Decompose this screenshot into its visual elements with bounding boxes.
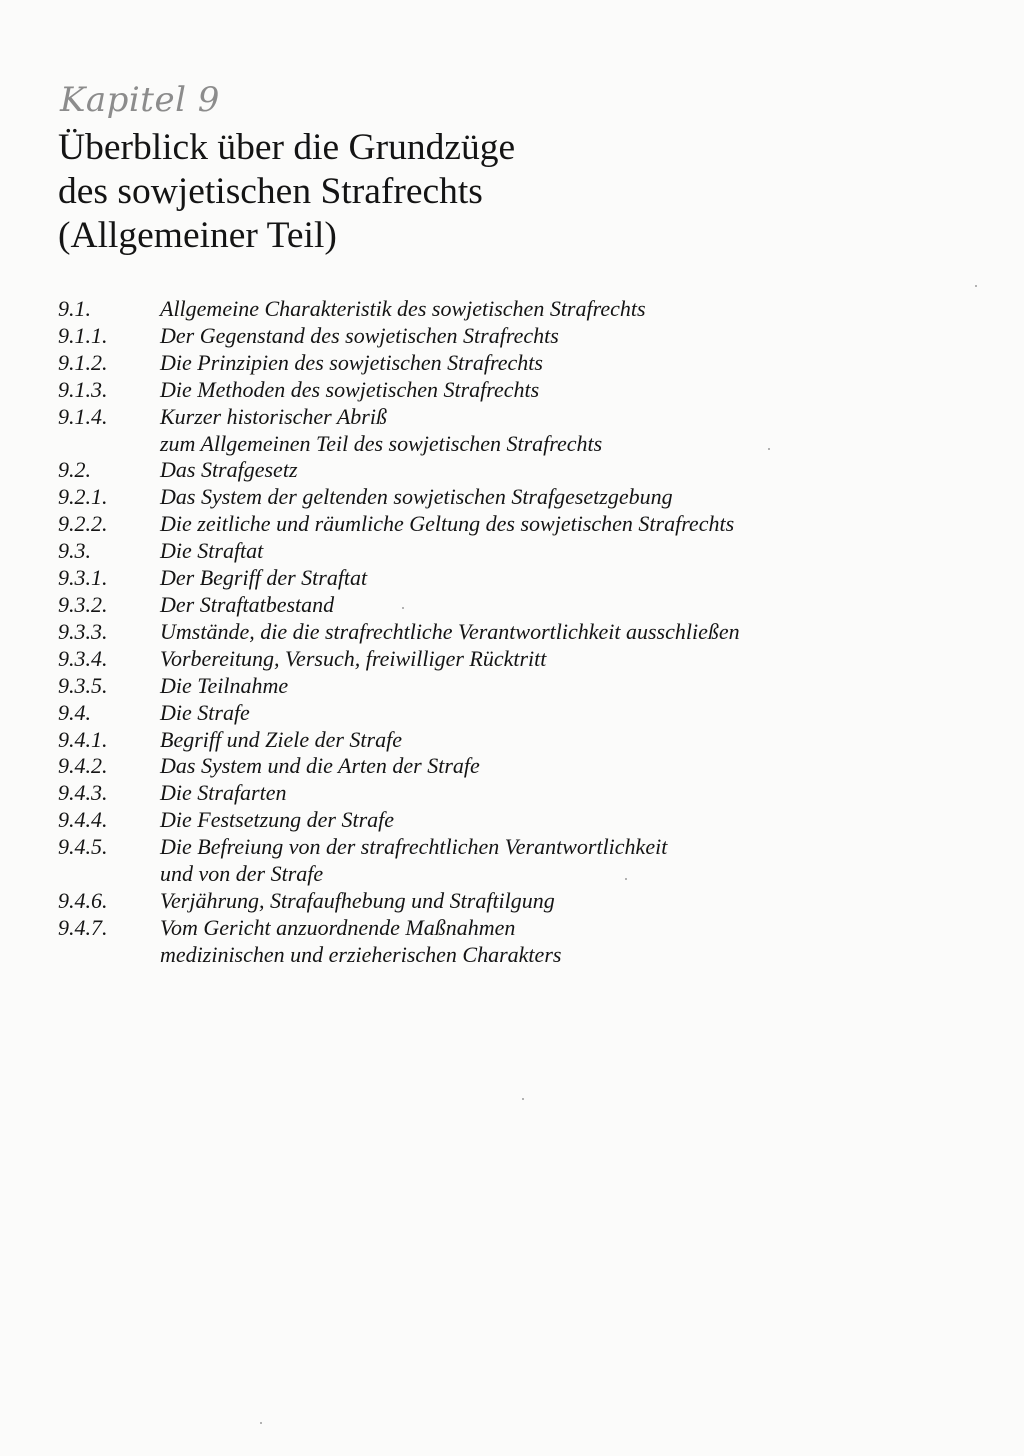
toc-entry bbox=[58, 404, 958, 458]
toc-entry bbox=[58, 377, 958, 404]
toc-entry-title-line: medizinischen und erzieherischen Charakters bbox=[160, 941, 562, 967]
toc-entry-title-line: und von der Strafe bbox=[160, 861, 324, 887]
toc-entry-title-line: Kurzer historischer Abriß bbox=[160, 403, 387, 429]
toc-entry-number: 9.3.1. bbox=[58, 565, 108, 591]
toc-entry-title bbox=[160, 807, 958, 834]
toc-entry-number: 9.1.3. bbox=[58, 376, 108, 402]
toc-entry-title bbox=[160, 646, 958, 673]
toc-entry-title-line: Das System der geltenden sowjetischen Strafgesetzgebung bbox=[160, 484, 673, 510]
toc-entry-title-line: Die zeitliche und räumliche Geltung des sowjetischen Strafrechts bbox=[160, 511, 735, 537]
toc-entry bbox=[58, 619, 958, 646]
toc-entry bbox=[58, 511, 958, 538]
chapter-title-line: des sowjetischen Strafrechts bbox=[58, 171, 483, 212]
toc-entry-title bbox=[160, 538, 958, 565]
scan-speck bbox=[625, 878, 627, 880]
toc-entry bbox=[58, 457, 958, 484]
toc-entry-number: 9.3.4. bbox=[58, 645, 108, 671]
toc-entry-title-line: Der Gegenstand des sowjetischen Strafrechts bbox=[160, 322, 559, 348]
toc-entry-title-line: Der Straftatbestand bbox=[160, 591, 335, 617]
toc-entry-title-line: zum Allgemeinen Teil des sowjetischen Strafrechts bbox=[160, 430, 603, 456]
toc-entry bbox=[58, 565, 958, 592]
toc-entry-number: 9.4.5. bbox=[58, 834, 108, 860]
toc-entry bbox=[58, 700, 958, 727]
toc-entry-title-line: Die Strafe bbox=[160, 699, 250, 725]
toc-entry-title bbox=[160, 323, 958, 350]
toc-entry-title-line: Die Methoden des sowjetischen Strafrechts bbox=[160, 376, 540, 402]
chapter-title-line: (Allgemeiner Teil) bbox=[58, 215, 337, 256]
toc-entry-title bbox=[160, 915, 958, 969]
toc-entry-title-line: Das Strafgesetz bbox=[160, 457, 298, 483]
toc-entry-number: 9.2.1. bbox=[58, 484, 108, 510]
toc-entry-title-line: Die Teilnahme bbox=[160, 672, 289, 698]
toc-entry bbox=[58, 296, 958, 323]
toc-entry-number: 9.3.2. bbox=[58, 591, 108, 617]
toc-entry-title-line: Die Strafarten bbox=[160, 780, 287, 806]
toc-entry-title-line: Umstände, die die strafrechtliche Verantwortlichkeit ausschließen bbox=[160, 618, 740, 644]
toc-entry-title-line: Das System und die Arten der Strafe bbox=[160, 753, 480, 779]
toc-entry bbox=[58, 673, 958, 700]
toc-entry-number: 9.3.5. bbox=[58, 672, 108, 698]
toc-entry-title-line: Die Prinzipien des sowjetischen Strafrechts bbox=[160, 349, 543, 375]
toc-entry-number: 9.4.1. bbox=[58, 726, 108, 752]
toc-entry-number: 9.1.2. bbox=[58, 349, 108, 375]
toc-entry-title-line: Begriff und Ziele der Strafe bbox=[160, 726, 402, 752]
toc-entry-title bbox=[160, 700, 958, 727]
toc-entry bbox=[58, 780, 958, 807]
toc-entry-title bbox=[160, 484, 958, 511]
toc-entry bbox=[58, 538, 958, 565]
scan-speck bbox=[975, 285, 977, 287]
toc-entry-title bbox=[160, 457, 958, 484]
toc-entry-number: 9.1.4. bbox=[58, 403, 108, 429]
toc-entry-title-line: Der Begriff der Straftat bbox=[160, 565, 368, 591]
toc-entry-title bbox=[160, 834, 958, 888]
toc-entry-title-line: Verjährung, Strafaufhebung und Straftilgung bbox=[160, 887, 555, 913]
toc-entry bbox=[58, 350, 958, 377]
toc-entry-number: 9.4.3. bbox=[58, 780, 108, 806]
toc-entry-title bbox=[160, 404, 958, 458]
chapter-label: Kapitel 9 bbox=[60, 80, 220, 120]
toc-entry-number: 9.1. bbox=[58, 296, 91, 321]
toc-entry-title bbox=[160, 377, 958, 404]
toc-entry bbox=[58, 727, 958, 754]
toc-entry bbox=[58, 834, 958, 888]
toc-entry-title bbox=[160, 565, 958, 592]
toc-entry-title bbox=[160, 888, 958, 915]
toc-entry bbox=[58, 646, 958, 673]
toc-entry-number: 9.3. bbox=[58, 538, 91, 564]
chapter-title bbox=[58, 126, 515, 258]
toc-entry-title bbox=[160, 592, 958, 619]
toc-entry-title bbox=[160, 350, 958, 377]
toc-entry bbox=[58, 888, 958, 915]
toc-entry-number: 9.4.4. bbox=[58, 807, 108, 833]
toc-entry-number: 9.4. bbox=[58, 699, 91, 725]
toc-entry-title-line: Allgemeine Charakteristik des sowjetischen Strafrechts bbox=[160, 296, 646, 321]
toc-entry bbox=[58, 915, 958, 969]
scan-speck bbox=[768, 448, 770, 450]
toc-entry bbox=[58, 753, 958, 780]
toc-entry-title bbox=[160, 753, 958, 780]
toc-entry-number: 9.4.6. bbox=[58, 887, 108, 913]
toc-entry-title bbox=[160, 673, 958, 700]
toc-entry-title-line: Die Straftat bbox=[160, 538, 264, 564]
toc-entry bbox=[58, 323, 958, 350]
toc-entry-title bbox=[160, 296, 958, 323]
toc-entry-title-line: Die Festsetzung der Strafe bbox=[160, 807, 395, 833]
toc-entry-title bbox=[160, 511, 958, 538]
toc-entry-number: 9.4.2. bbox=[58, 753, 108, 779]
scan-speck bbox=[260, 1422, 262, 1424]
scan-speck bbox=[402, 607, 404, 609]
toc-entry bbox=[58, 484, 958, 511]
toc-entry-title bbox=[160, 619, 958, 646]
toc-entry-title bbox=[160, 780, 958, 807]
chapter-title-line: Überblick über die Grundzüge bbox=[58, 127, 516, 168]
scan-speck bbox=[522, 1098, 524, 1100]
toc-entry-number: 9.1.1. bbox=[58, 322, 108, 348]
toc-entry-title-line: Die Befreiung von der strafrechtlichen Verantwortlichkeit bbox=[160, 834, 668, 860]
toc-entry bbox=[58, 807, 958, 834]
toc-entry-number: 9.4.7. bbox=[58, 914, 108, 940]
toc-entry-title-line: Vorbereitung, Versuch, freiwilliger Rücktritt bbox=[160, 645, 547, 671]
toc-entry-title-line: Vom Gericht anzuordnende Maßnahmen bbox=[160, 914, 516, 940]
table-of-contents bbox=[58, 296, 958, 969]
toc-entry-number: 9.2. bbox=[58, 457, 91, 483]
toc-entry-title bbox=[160, 727, 958, 754]
toc-entry bbox=[58, 592, 958, 619]
toc-entry-number: 9.3.3. bbox=[58, 618, 108, 644]
toc-entry-number: 9.2.2. bbox=[58, 511, 108, 537]
